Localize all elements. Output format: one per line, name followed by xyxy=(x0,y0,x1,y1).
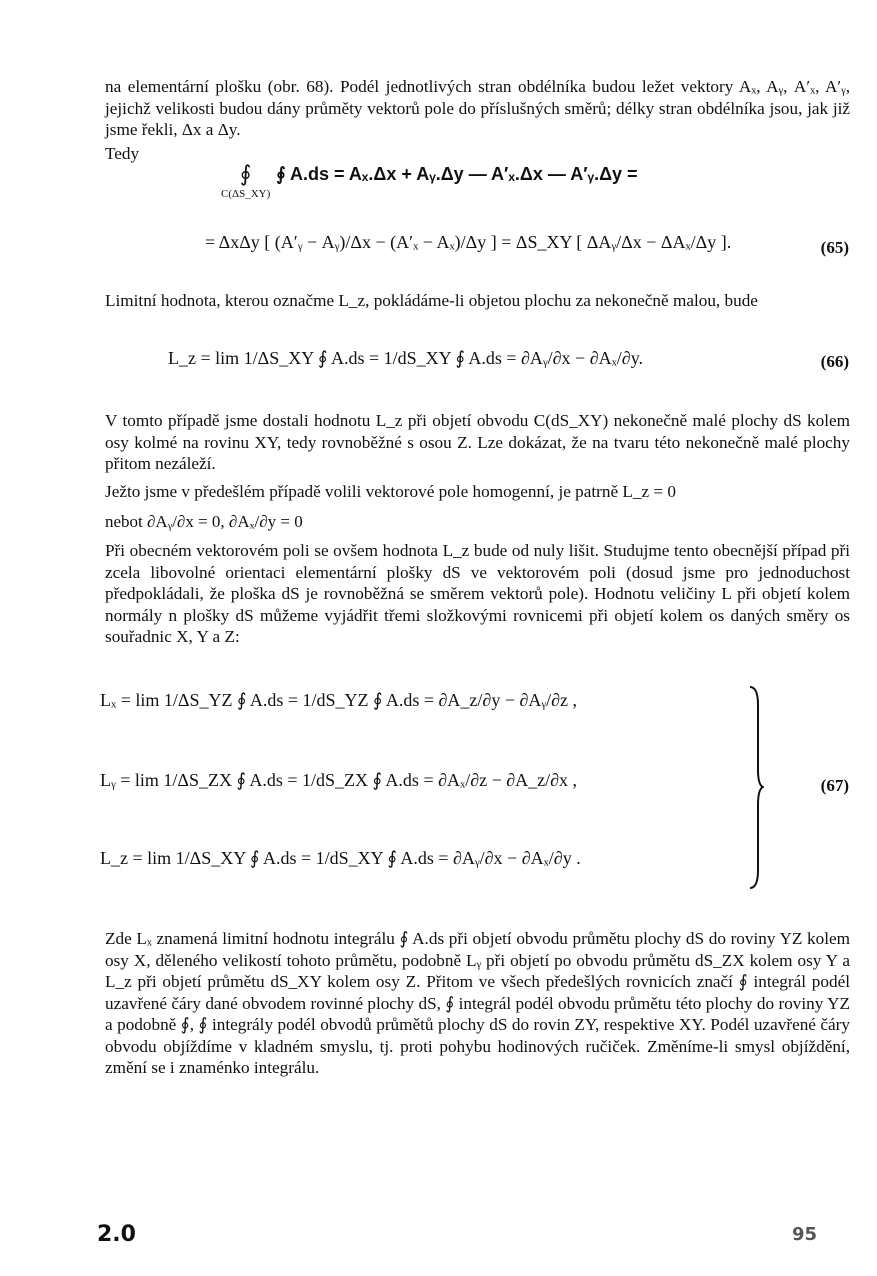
paragraph-intro: na elementární plošku (obr. 68). Podél jednotlivých stran obdélníka budou ležet vektory Aₓ, Aᵧ, A′ₓ, A′ᵧ, jejichž velikosti budou dány průměty vektorů pole do příslušných směrů; délky stran obdélníka jsou, jak již jsme řekli, Δx a Δy. xyxy=(105,77,850,139)
equation-65-line2: = ΔxΔy [ (A′ᵧ − Aᵧ)/Δx − (A′ₓ − Aₓ)/Δy ] = ΔS_XY [ ΔAᵧ/Δx − ΔAₓ/Δy ]. xyxy=(205,232,732,252)
paragraph-tedy: Tedy xyxy=(105,144,140,163)
page-number: 95 xyxy=(791,1224,817,1245)
equation-number-67: (67) xyxy=(820,776,849,795)
paragraph-zde: Zde Lₓ znamená limitní hodnotu integrálu ∮ A.ds při objetí obvodu průmětu plochy dS do roviny YZ kolem osy X, děleného velikostí tohoto průmětu, podobně Lᵧ při objetí po obvodu průmětu dS_ZX kolem osy Y a L_z při objetí průmětu dS_XY kolem osy Z. Přitom ve všech předešlých rovnicích značí ∮ integrál podél uzavřené čáry dané obvodem rovinné plochy dS, ∮ integrál podél obvodu průmětu této plochy do roviny YZ a podobně ∮, ∮ integrály podél obvodů průmětů plochy dS do rovin ZY, respektive XY. Podél uzavřené čáry obvodu objíždíme v kladném smyslu, tj. proti pohybu hodinových ručiček. Změníme-li smysl objíždění, změní se i znaménko integrálu. xyxy=(105,929,850,1077)
right-brace-icon xyxy=(748,685,764,890)
footer-code: 2.0 xyxy=(97,1222,136,1247)
paragraph-jezto: Ježto jsme v předešlém případě volili vektorové pole homogenní, je patrně L_z = 0 xyxy=(105,482,676,501)
equation-number-66: (66) xyxy=(820,352,849,371)
paragraph-v-tomto: V tomto případě jsme dostali hodnotu L_z při objetí obvodu C(dS_XY) nekonečně malé plochy dS kolem osy kolmé na rovinu XY, tedy rovnoběžné s osou Z. Lze dokázat, že na tvaru této nekonečně malé plochy přitom nezáleží. xyxy=(105,411,850,473)
equation-65-line1-text: ∮ A.ds = Aₓ.Δx + Aᵧ.Δy — A′ₓ.Δx — A′ᵧ.Δy = xyxy=(276,163,638,184)
paragraph-obecny: Při obecném vektorovém poli se ovšem hodnota L_z bude od nuly lišit. Studujme tento obecnější případ při zcela libovolné orientaci elementární plošky dS ve vektorovém poli (dosud jsme pro jednoduchost předpokládali, že ploška dS je rovnoběžná se směrem vektorů pole). Hodnotu veličiny L při objetí kolem normály n plošky dS můžeme vyjádřit třemi složkovými rovnicemi při objetí kolem os daných směry os souřadnic X, Y a Z: xyxy=(105,541,850,646)
equation-66: L_z = lim 1/ΔS_XY ∮ A.ds = 1/dS_XY ∮ A.ds = ∂Aᵧ/∂x − ∂Aₓ/∂y. xyxy=(168,348,644,368)
equation-number-65: (65) xyxy=(820,238,849,257)
equation-67-y: Lᵧ = lim 1/ΔS_ZX ∮ A.ds = 1/dS_ZX ∮ A.ds = ∂Aₓ/∂z − ∂A_z/∂x , xyxy=(100,770,578,790)
paragraph-limit: Limitní hodnota, kterou označme L_z, pokládáme-li objetou plochu za nekonečně malou, bude xyxy=(105,291,758,310)
equation-nebot: nebot ∂Aᵧ/∂x = 0, ∂Aₓ/∂y = 0 xyxy=(105,512,303,531)
equation-65-line1 xyxy=(215,160,638,200)
equation-67-x: Lₓ = lim 1/ΔS_YZ ∮ A.ds = 1/dS_YZ ∮ A.ds = ∂A_z/∂y − ∂Aᵧ/∂z , xyxy=(100,690,578,710)
contour-integral-icon: ∮ C(ΔS_XY) xyxy=(221,161,271,200)
equation-67-z: L_z = lim 1/ΔS_XY ∮ A.ds = 1/dS_XY ∮ A.ds = ∂Aᵧ/∂x − ∂Aₓ/∂y . xyxy=(100,848,581,868)
